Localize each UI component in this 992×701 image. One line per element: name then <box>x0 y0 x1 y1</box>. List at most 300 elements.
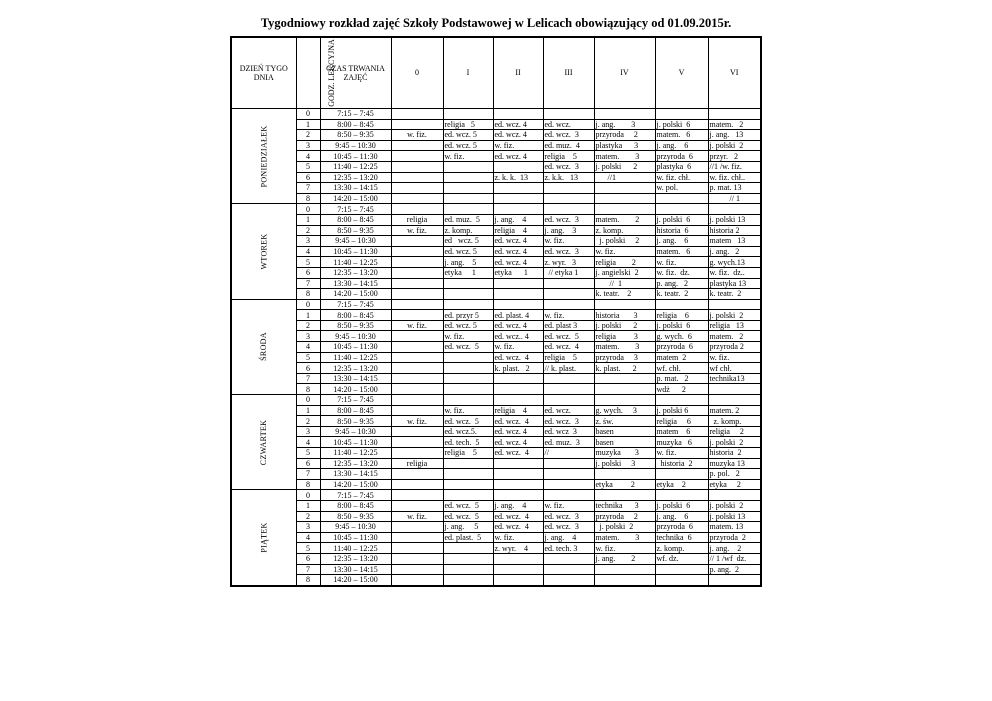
class-6-cell: j. polski 2 <box>708 310 761 321</box>
header-class-1: I <box>443 37 493 109</box>
hour-cell: 1 <box>296 405 320 416</box>
class-4-cell <box>594 575 655 586</box>
class-5-cell: religia 6 <box>655 310 708 321</box>
class-1-cell <box>443 575 493 586</box>
class-4-cell: g. wych. 3 <box>594 405 655 416</box>
hour-cell: 3 <box>296 426 320 437</box>
class-2-cell: ed. wcz.. 4 <box>493 331 543 342</box>
class-5-cell <box>655 109 708 120</box>
time-cell: 8:50 – 9:35 <box>320 320 391 331</box>
class-4-cell: z. komp. <box>594 225 655 236</box>
table-row <box>231 469 761 480</box>
class-2-cell <box>493 299 543 310</box>
time-cell: 11:40 – 12:25 <box>320 448 391 459</box>
class-4-cell: przyroda 2 <box>594 130 655 141</box>
hour-cell: 5 <box>296 448 320 459</box>
table-row <box>231 426 761 437</box>
class-3-cell: ed. wcz 3 <box>543 426 594 437</box>
class-6-cell <box>708 490 761 501</box>
class-6-cell: muzyka 13 <box>708 458 761 469</box>
class-1-cell: religia 5 <box>443 119 493 130</box>
class-4-cell: basen <box>594 426 655 437</box>
class-2-cell <box>493 458 543 469</box>
class-1-cell <box>443 109 493 120</box>
time-cell: 14:20 – 15:00 <box>320 289 391 300</box>
class-0-cell <box>391 140 443 151</box>
class-5-cell <box>655 469 708 480</box>
class-3-cell <box>543 109 594 120</box>
class-1-cell <box>443 395 493 406</box>
table-row <box>231 130 761 141</box>
class-2-cell: z. k. k. 13 <box>493 172 543 183</box>
class-3-cell <box>543 289 594 300</box>
class-6-cell: wf chł. <box>708 363 761 374</box>
time-cell: 13:30 – 14:15 <box>320 564 391 575</box>
time-cell: 8:00 – 8:45 <box>320 119 391 130</box>
class-0-cell <box>391 395 443 406</box>
table-row <box>231 225 761 236</box>
hour-cell: 4 <box>296 342 320 353</box>
day-name: CZWARTEK <box>259 419 269 465</box>
class-4-cell: przyroda 3 <box>594 352 655 363</box>
class-4-cell: matem. 3 <box>594 342 655 353</box>
class-1-cell <box>443 479 493 490</box>
class-6-cell: j. ang. 2 <box>708 543 761 554</box>
time-cell: 7:15 – 7:45 <box>320 490 391 501</box>
class-6-cell: //1 /w. fiz. <box>708 161 761 172</box>
hour-cell: 4 <box>296 246 320 257</box>
hour-cell: 1 <box>296 119 320 130</box>
hour-cell: 6 <box>296 172 320 183</box>
class-0-cell <box>391 310 443 321</box>
class-3-cell: w. fiz. <box>543 310 594 321</box>
class-5-cell <box>655 204 708 215</box>
day-name-cell <box>231 490 296 586</box>
time-cell: 13:30 – 14:15 <box>320 469 391 480</box>
class-1-cell: w. fiz. <box>443 151 493 162</box>
class-3-cell <box>543 479 594 490</box>
day-block <box>231 299 761 394</box>
hour-cell: 6 <box>296 458 320 469</box>
class-3-cell: w. fiz. <box>543 236 594 247</box>
class-1-cell <box>443 458 493 469</box>
class-4-cell <box>594 204 655 215</box>
table-row <box>231 437 761 448</box>
class-6-cell: matem 13 <box>708 236 761 247</box>
hour-cell: 3 <box>296 331 320 342</box>
class-6-cell <box>708 384 761 395</box>
class-3-cell: ed. wcz. 3 <box>543 214 594 225</box>
class-2-cell: ed. wcz. 4 <box>493 416 543 427</box>
class-6-cell <box>708 299 761 310</box>
class-0-cell <box>391 204 443 215</box>
class-3-cell <box>543 564 594 575</box>
class-1-cell: ed. tech. 5 <box>443 437 493 448</box>
hour-cell: 2 <box>296 225 320 236</box>
time-cell: 12:35 – 13:20 <box>320 267 391 278</box>
class-1-cell: ed. plast. 5 <box>443 532 493 543</box>
class-5-cell: j. ang. 6 <box>655 236 708 247</box>
class-2-cell: ed. wcz. 4 <box>493 236 543 247</box>
hour-cell: 6 <box>296 553 320 564</box>
hour-cell: 3 <box>296 522 320 533</box>
hour-cell: 4 <box>296 437 320 448</box>
class-6-cell: // 1 /wf dz. <box>708 553 761 564</box>
class-6-cell: matem. 2 <box>708 405 761 416</box>
table-row <box>231 500 761 511</box>
table-row <box>231 151 761 162</box>
class-0-cell <box>391 405 443 416</box>
class-5-cell: z. komp. <box>655 543 708 554</box>
hour-cell: 7 <box>296 183 320 194</box>
table-row <box>231 267 761 278</box>
hour-cell: 3 <box>296 236 320 247</box>
class-6-cell: matem. 2 <box>708 119 761 130</box>
class-5-cell: wdż 2 <box>655 384 708 395</box>
hour-cell: 8 <box>296 575 320 586</box>
class-5-cell: k. teatr. 2 <box>655 289 708 300</box>
table-row <box>231 448 761 459</box>
class-1-cell: ed. wcz. 5 <box>443 342 493 353</box>
class-1-cell: ed. wcz.5. <box>443 426 493 437</box>
hour-cell: 2 <box>296 130 320 141</box>
class-0-cell <box>391 384 443 395</box>
time-cell: 8:00 – 8:45 <box>320 500 391 511</box>
class-5-cell: j. ang. 6 <box>655 511 708 522</box>
class-4-cell <box>594 193 655 204</box>
class-3-cell: ed. wcz. <box>543 119 594 130</box>
class-1-cell: ed. przyr 5 <box>443 310 493 321</box>
class-6-cell: religia 13 <box>708 320 761 331</box>
class-5-cell: p. ang. 2 <box>655 278 708 289</box>
day-block <box>231 490 761 586</box>
table-row <box>231 416 761 427</box>
table-row <box>231 183 761 194</box>
class-1-cell <box>443 553 493 564</box>
hour-cell: 8 <box>296 384 320 395</box>
day-block <box>231 395 761 490</box>
class-0-cell <box>391 161 443 172</box>
class-6-cell: k. teatr. 2 <box>708 289 761 300</box>
class-3-cell: j. ang. 3 <box>543 225 594 236</box>
class-3-cell: ed. muz. 3 <box>543 437 594 448</box>
table-row <box>231 310 761 321</box>
class-4-cell <box>594 183 655 194</box>
class-3-cell: ed. muz. 4 <box>543 140 594 151</box>
class-6-cell <box>708 575 761 586</box>
class-1-cell: w. fiz. <box>443 405 493 416</box>
class-2-cell: etyka 1 <box>493 267 543 278</box>
class-6-cell: j. polski 13 <box>708 511 761 522</box>
class-1-cell: ed. muz. 5 <box>443 214 493 225</box>
time-cell: 8:50 – 9:35 <box>320 225 391 236</box>
class-0-cell <box>391 299 443 310</box>
hour-cell: 4 <box>296 532 320 543</box>
class-3-cell <box>543 384 594 395</box>
class-6-cell <box>708 109 761 120</box>
class-0-cell <box>391 363 443 374</box>
hour-cell: 7 <box>296 278 320 289</box>
class-5-cell <box>655 490 708 501</box>
time-cell: 10:45 – 11:30 <box>320 532 391 543</box>
table-row <box>231 564 761 575</box>
hour-cell: 2 <box>296 511 320 522</box>
class-6-cell: j. ang. 2 <box>708 246 761 257</box>
class-1-cell <box>443 564 493 575</box>
table-row <box>231 236 761 247</box>
hour-cell: 3 <box>296 140 320 151</box>
class-2-cell <box>493 193 543 204</box>
class-5-cell: matem 2 <box>655 352 708 363</box>
class-2-cell <box>493 384 543 395</box>
class-5-cell: religia 6 <box>655 416 708 427</box>
class-0-cell <box>391 448 443 459</box>
class-3-cell: ed. wcz. 3 <box>543 416 594 427</box>
table-row <box>231 246 761 257</box>
class-6-cell: religia 2 <box>708 426 761 437</box>
class-6-cell <box>708 395 761 406</box>
class-5-cell: przyroda 6 <box>655 151 708 162</box>
class-0-cell <box>391 193 443 204</box>
table-row <box>231 395 761 406</box>
class-3-cell <box>543 490 594 501</box>
class-5-cell: wf. chł. <box>655 363 708 374</box>
hour-cell: 5 <box>296 543 320 554</box>
class-5-cell <box>655 193 708 204</box>
class-4-cell: religia 3 <box>594 331 655 342</box>
class-5-cell: j. polski 6 <box>655 320 708 331</box>
class-4-cell: basen <box>594 437 655 448</box>
class-5-cell: j. ang. 6 <box>655 140 708 151</box>
class-3-cell: religia 5 <box>543 352 594 363</box>
class-4-cell <box>594 299 655 310</box>
class-4-cell: j. ang. 2 <box>594 553 655 564</box>
day-name-cell <box>231 109 296 204</box>
class-3-cell <box>543 553 594 564</box>
class-5-cell: j. polski 6 <box>655 500 708 511</box>
class-2-cell <box>493 553 543 564</box>
class-4-cell: j. polski 2 <box>594 236 655 247</box>
class-4-cell: j. polski 2 <box>594 522 655 533</box>
class-2-cell: ed. wcz. 4 <box>493 130 543 141</box>
header-class-4: IV <box>594 37 655 109</box>
class-0-cell <box>391 257 443 268</box>
class-5-cell: matem. 6 <box>655 246 708 257</box>
class-1-cell <box>443 278 493 289</box>
hour-cell: 6 <box>296 363 320 374</box>
class-3-cell: w. fiz. <box>543 500 594 511</box>
class-3-cell: ed. wcz. 3 <box>543 511 594 522</box>
class-4-cell <box>594 490 655 501</box>
table-row <box>231 352 761 363</box>
timetable <box>230 36 762 587</box>
class-3-cell: // k. plast. <box>543 363 594 374</box>
class-6-cell: matem. 13 <box>708 522 761 533</box>
class-1-cell: w. fiz. <box>443 331 493 342</box>
time-cell: 8:00 – 8:45 <box>320 214 391 225</box>
hour-cell: 0 <box>296 490 320 501</box>
table-row <box>231 289 761 300</box>
class-0-cell <box>391 500 443 511</box>
day-name: WTOREK <box>259 233 269 270</box>
class-6-cell: j. polski 2 <box>708 437 761 448</box>
table-row <box>231 511 761 522</box>
class-4-cell: przyroda 2 <box>594 511 655 522</box>
hour-cell: 0 <box>296 299 320 310</box>
time-cell: 9:45 – 10:30 <box>320 522 391 533</box>
time-cell: 7:15 – 7:45 <box>320 109 391 120</box>
class-3-cell <box>543 193 594 204</box>
table-row <box>231 278 761 289</box>
table-row <box>231 204 761 215</box>
class-6-cell: z. komp. <box>708 416 761 427</box>
class-2-cell <box>493 204 543 215</box>
table-row <box>231 119 761 130</box>
class-3-cell: ed. tech. 3 <box>543 543 594 554</box>
header-hour <box>296 37 336 109</box>
class-5-cell: w. fiz. <box>655 257 708 268</box>
table-row <box>231 490 761 501</box>
class-3-cell <box>543 575 594 586</box>
class-5-cell: przyroda 6 <box>655 522 708 533</box>
class-1-cell <box>443 363 493 374</box>
class-1-cell <box>443 289 493 300</box>
class-3-cell <box>543 204 594 215</box>
class-6-cell: j. polski 2 <box>708 500 761 511</box>
class-2-cell <box>493 278 543 289</box>
class-5-cell: plastyka 6 <box>655 161 708 172</box>
table-row <box>231 109 761 120</box>
class-0-cell: religia <box>391 214 443 225</box>
class-6-cell: przyr. 2 <box>708 151 761 162</box>
hour-cell: 1 <box>296 500 320 511</box>
hour-cell: 7 <box>296 373 320 384</box>
day-name: PONIEDZIAŁEK <box>259 125 269 188</box>
class-2-cell <box>493 161 543 172</box>
class-0-cell <box>391 289 443 300</box>
time-cell: 8:50 – 9:35 <box>320 511 391 522</box>
time-cell: 7:15 – 7:45 <box>320 204 391 215</box>
hour-cell: 4 <box>296 151 320 162</box>
time-cell: 10:45 – 11:30 <box>320 342 391 353</box>
class-6-cell: g. wych.13 <box>708 257 761 268</box>
class-6-cell: j. ang. 13 <box>708 130 761 141</box>
class-1-cell: ed. wcz. 5 <box>443 140 493 151</box>
class-4-cell: k. teatr. 2 <box>594 289 655 300</box>
class-4-cell: j. angielski 2 <box>594 267 655 278</box>
day-block <box>231 204 761 299</box>
class-5-cell: historia 6 <box>655 225 708 236</box>
day-name: ŚRODA <box>259 332 269 362</box>
class-1-cell: j. ang. 5 <box>443 522 493 533</box>
class-6-cell: p. ang. 2 <box>708 564 761 575</box>
class-2-cell <box>493 575 543 586</box>
class-4-cell <box>594 469 655 480</box>
hour-cell: 5 <box>296 352 320 363</box>
hour-cell: 1 <box>296 310 320 321</box>
table-row <box>231 575 761 586</box>
class-6-cell: w. fiz. <box>708 352 761 363</box>
class-5-cell: g. wych. 6 <box>655 331 708 342</box>
class-3-cell: j. ang. 4 <box>543 532 594 543</box>
hour-cell: 8 <box>296 479 320 490</box>
class-4-cell: j. polski 2 <box>594 320 655 331</box>
class-0-cell: w. fiz. <box>391 416 443 427</box>
class-2-cell: ed. plast. 4 <box>493 310 543 321</box>
class-4-cell: z. św. <box>594 416 655 427</box>
class-2-cell <box>493 479 543 490</box>
class-4-cell <box>594 373 655 384</box>
class-0-cell <box>391 172 443 183</box>
class-0-cell: w. fiz. <box>391 511 443 522</box>
table-row <box>231 553 761 564</box>
class-1-cell <box>443 299 493 310</box>
time-cell: 9:45 – 10:30 <box>320 331 391 342</box>
class-2-cell <box>493 469 543 480</box>
class-6-cell: historia 2 <box>708 448 761 459</box>
hour-cell: 1 <box>296 214 320 225</box>
class-4-cell: j. polski 3 <box>594 458 655 469</box>
class-3-cell: ed. wcz. 3 <box>543 130 594 141</box>
class-2-cell: ed. wcz. 4 <box>493 352 543 363</box>
time-cell: 14:20 – 15:00 <box>320 384 391 395</box>
header-class-0: 0 <box>391 37 443 109</box>
class-6-cell: etyka 2 <box>708 479 761 490</box>
class-4-cell: k. plast. 2 <box>594 363 655 374</box>
time-cell: 12:35 – 13:20 <box>320 553 391 564</box>
class-0-cell <box>391 342 443 353</box>
time-cell: 10:45 – 11:30 <box>320 437 391 448</box>
class-1-cell: etyka 1 <box>443 267 493 278</box>
class-6-cell: plastyka 13 <box>708 278 761 289</box>
class-5-cell: przyroda 6 <box>655 342 708 353</box>
time-cell: 7:15 – 7:45 <box>320 299 391 310</box>
hour-cell: 0 <box>296 109 320 120</box>
time-cell: 11:40 – 12:25 <box>320 161 391 172</box>
class-5-cell: j. polski 6 <box>655 119 708 130</box>
class-1-cell: ed. wcz. 5 <box>443 500 493 511</box>
hour-cell: 2 <box>296 416 320 427</box>
class-3-cell: z. wyr. 3 <box>543 257 594 268</box>
table-row <box>231 543 761 554</box>
class-2-cell <box>493 109 543 120</box>
class-5-cell <box>655 299 708 310</box>
time-cell: 8:50 – 9:35 <box>320 130 391 141</box>
header-class-2: II <box>493 37 543 109</box>
class-4-cell <box>594 395 655 406</box>
class-4-cell: technika 3 <box>594 500 655 511</box>
time-cell: 14:20 – 15:00 <box>320 575 391 586</box>
header-hour-label: GODZ. LEKCYJNA <box>326 39 336 108</box>
class-4-cell <box>594 109 655 120</box>
class-4-cell <box>594 564 655 575</box>
table-row <box>231 161 761 172</box>
class-4-cell: plastyka 3 <box>594 140 655 151</box>
class-1-cell <box>443 193 493 204</box>
class-2-cell <box>493 490 543 501</box>
class-0-cell <box>391 575 443 586</box>
table-row <box>231 458 761 469</box>
class-2-cell: ed. wcz. 4 <box>493 448 543 459</box>
class-1-cell <box>443 384 493 395</box>
class-2-cell: religia 4 <box>493 225 543 236</box>
class-1-cell <box>443 469 493 480</box>
class-6-cell: p. mat. 13 <box>708 183 761 194</box>
class-5-cell: w. fiz. chł. <box>655 172 708 183</box>
class-3-cell <box>543 278 594 289</box>
class-1-cell <box>443 204 493 215</box>
class-5-cell: j. polski 6 <box>655 214 708 225</box>
